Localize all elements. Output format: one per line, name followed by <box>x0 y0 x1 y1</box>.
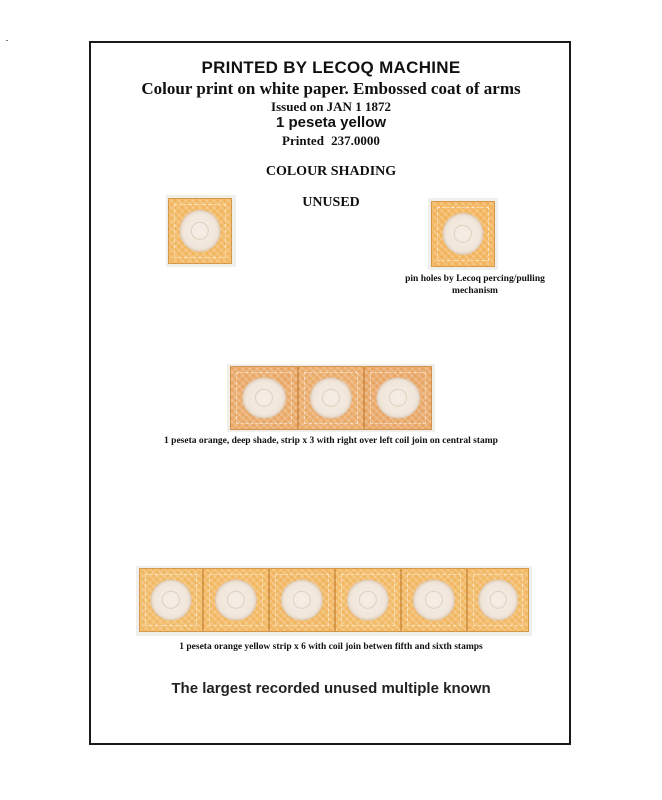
print-quantity: Printed 237.0000 <box>282 133 380 148</box>
strip6-stamp-6 <box>467 568 529 632</box>
condition-heading: UNUSED <box>302 195 360 210</box>
strip6-stamp-5 <box>401 568 467 632</box>
section-heading: COLOUR SHADING <box>265 164 397 179</box>
stamp-single-right <box>431 201 495 267</box>
footer-note: The largest recorded unused multiple known <box>171 680 491 697</box>
caption-strip6: 1 peseta orange yellow strip x 6 with coil join betwen fifth and sixth stamps <box>179 642 483 652</box>
page-title: PRINTED BY LECOQ MACHINE <box>201 58 461 77</box>
issue-date: Issued on JAN 1 1872 <box>271 99 391 114</box>
caption-pin-holes: pin holes by Lecoq percing/pulling mechanism <box>405 274 545 296</box>
caption-strip3: 1 peseta orange, deep shade, strip x 3 with right over left coil join on central stamp <box>164 436 498 446</box>
strip3-stamp-1 <box>230 366 298 430</box>
strip6-stamp-3 <box>269 568 335 632</box>
strip6-stamp-4 <box>335 568 401 632</box>
strip6-stamp-1 <box>139 568 203 632</box>
page-subtitle: Colour print on white paper. Embossed coat of arms <box>141 79 521 98</box>
denomination: 1 peseta yellow <box>275 114 387 131</box>
stamp-single-left <box>168 198 232 264</box>
strip6-stamp-2 <box>203 568 269 632</box>
scan-speck <box>6 40 8 41</box>
strip3-stamp-3 <box>364 366 432 430</box>
strip3-stamp-2 <box>298 366 364 430</box>
